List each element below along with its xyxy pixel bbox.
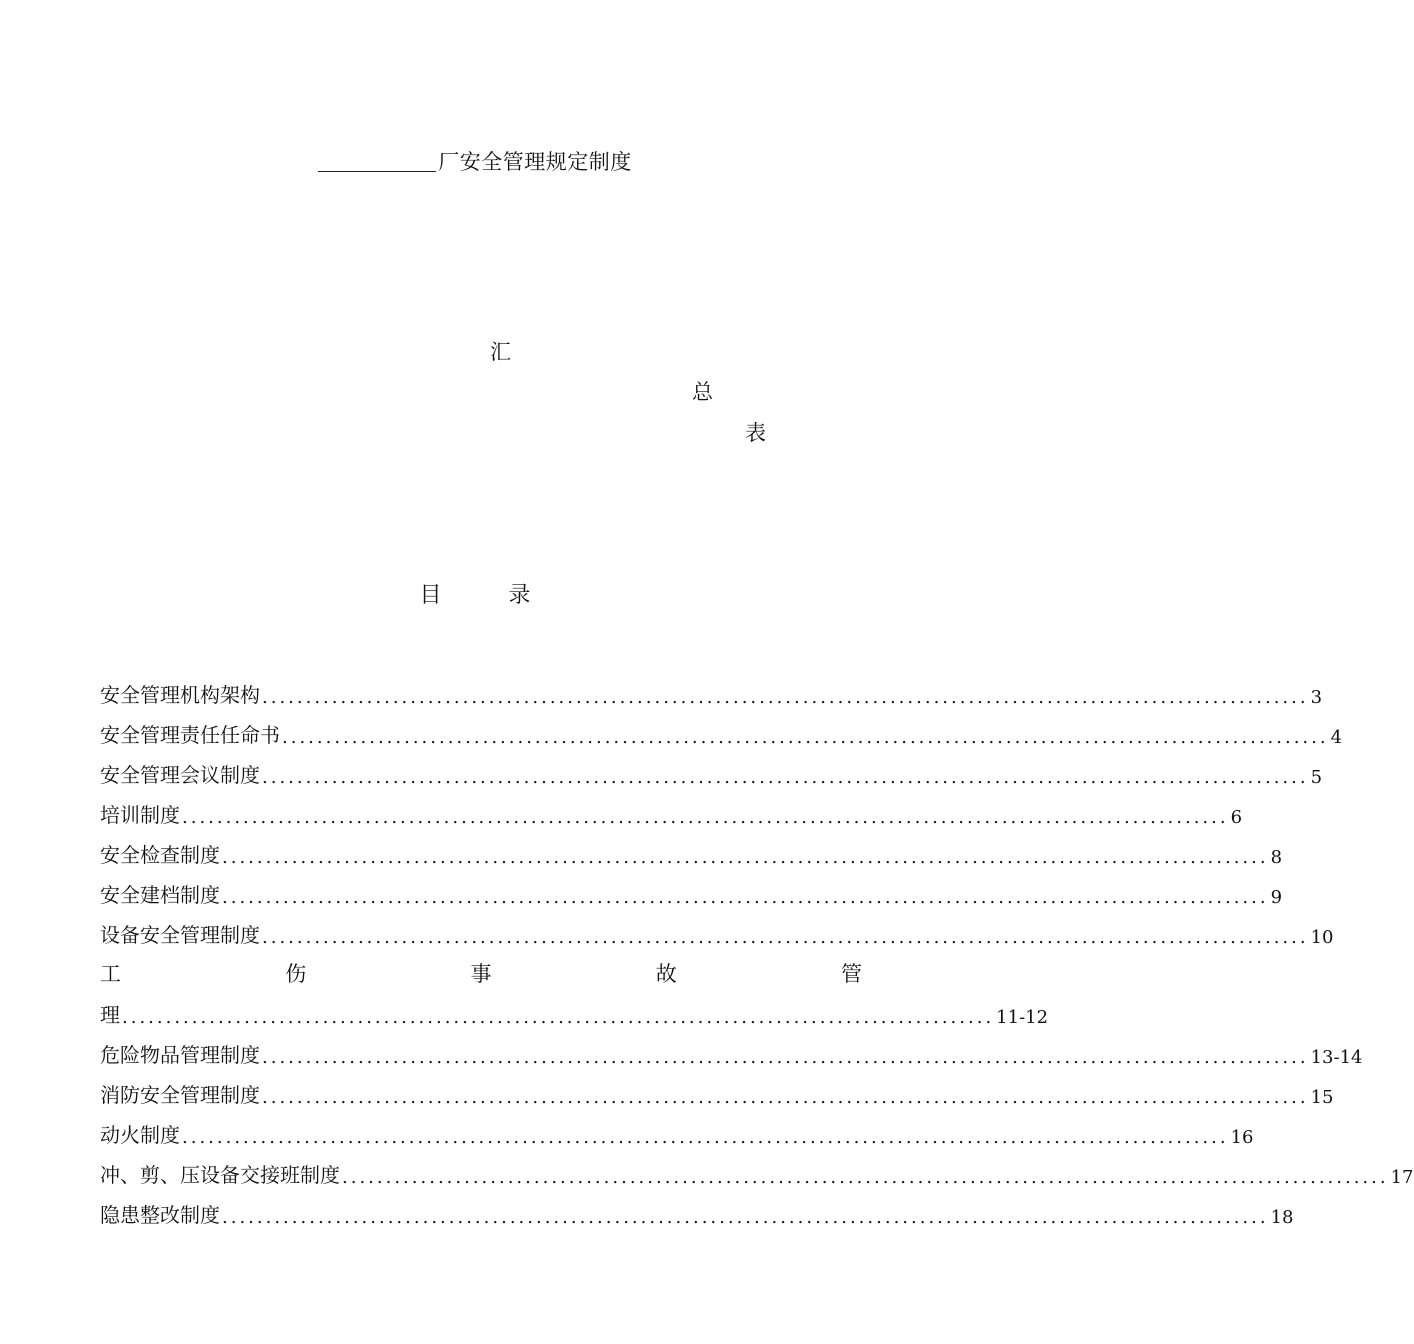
table-of-contents	[100, 668, 1414, 1228]
toc-entry[interactable]	[100, 708, 1343, 748]
split-char: 故	[655, 962, 677, 986]
toc-entry-page: 18	[1270, 1207, 1294, 1228]
toc-dot-leader: ........................................................................................................................	[182, 807, 1229, 828]
document-title	[0, 146, 950, 176]
toc-entry-page: 9	[1270, 887, 1283, 908]
toc-dot-leader: ........................................................................................................................	[222, 847, 1269, 868]
toc-entry[interactable]	[100, 868, 1283, 908]
toc-entry-label: 消防安全管理制度	[100, 1083, 260, 1107]
toc-dot-leader: ........................................................................................................................	[342, 1167, 1389, 1188]
toc-entry[interactable]	[100, 828, 1283, 868]
toc-entry-label: 培训制度	[100, 803, 180, 827]
toc-entry-page: 17	[1390, 1167, 1414, 1188]
toc-entry[interactable]	[100, 788, 1243, 828]
toc-entry-label: 隐患整改制度	[100, 1203, 220, 1227]
toc-entry[interactable]	[100, 1028, 1363, 1068]
summary-char-3: 表	[745, 421, 766, 445]
split-char: 事	[470, 962, 492, 986]
toc-entry-label: 安全建档制度	[100, 883, 220, 907]
toc-entry-page: 4	[1330, 727, 1343, 748]
toc-bottom-entries	[100, 1028, 1414, 1228]
toc-dot-leader: ....................................................................................................	[122, 1007, 995, 1028]
toc-entry-page: 5	[1310, 767, 1323, 788]
toc-dot-leader: ........................................................................................................................	[222, 887, 1269, 908]
toc-entry-label: 安全管理机构架构	[100, 683, 260, 707]
toc-dot-leader: ........................................................................................................................	[262, 687, 1309, 708]
toc-dot-leader: ........................................................................................................................	[262, 927, 1309, 948]
toc-entry-label: 动火制度	[100, 1123, 180, 1147]
toc-dot-leader: ........................................................................................................................	[222, 1207, 1269, 1228]
toc-entry[interactable]	[100, 748, 1323, 788]
toc-split-entry-continuation[interactable]	[100, 988, 1049, 1028]
toc-entry-page: 10	[1310, 927, 1334, 948]
split-char: 管	[841, 962, 862, 986]
toc-dot-leader: ........................................................................................................................	[262, 1047, 1309, 1068]
split-char: 伤	[285, 962, 307, 986]
toc-entry-page: 3	[1310, 687, 1323, 708]
toc-entry-page: 11-12	[996, 1007, 1049, 1028]
toc-entry-label: 冲、剪、压设备交接班制度	[100, 1163, 340, 1187]
toc-entry-page: 16	[1230, 1127, 1254, 1148]
toc-dot-leader: ........................................................................................................................	[262, 767, 1309, 788]
toc-top-entries	[100, 668, 1343, 948]
summary-char-2: 总	[692, 380, 713, 404]
toc-entry-page: 8	[1270, 847, 1283, 868]
toc-dot-leader: ........................................................................................................................	[282, 727, 1329, 748]
toc-entry-label: 安全检查制度	[100, 843, 220, 867]
toc-dot-leader: ........................................................................................................................	[262, 1087, 1309, 1108]
toc-entry-label: 设备安全管理制度	[100, 923, 260, 947]
toc-entry[interactable]	[100, 1068, 1334, 1108]
toc-entry-page: 13-14	[1310, 1047, 1363, 1068]
toc-entry-label: 安全管理会议制度	[100, 763, 260, 787]
summary-char-1: 汇	[490, 340, 511, 364]
toc-entry-label: 安全管理责任任命书	[100, 723, 280, 747]
document-title-text: 厂安全管理规定制度	[438, 150, 632, 174]
toc-heading: 目 录	[419, 583, 561, 608]
toc-split-entry[interactable]	[100, 948, 862, 988]
split-char: 工	[100, 962, 121, 986]
toc-entry[interactable]	[100, 668, 1323, 708]
toc-entry[interactable]	[100, 1108, 1254, 1148]
toc-entry-label: 理	[100, 1003, 120, 1027]
toc-entry[interactable]	[100, 1188, 1294, 1228]
toc-entry[interactable]	[100, 1148, 1414, 1188]
toc-entry-page: 6	[1230, 807, 1243, 828]
toc-entry[interactable]	[100, 908, 1334, 948]
toc-entry-label: 危险物品管理制度	[100, 1043, 260, 1067]
toc-dot-leader: ........................................................................................................................	[182, 1127, 1229, 1148]
blank-fill-line	[318, 151, 436, 172]
toc-entry-page: 15	[1310, 1087, 1334, 1108]
